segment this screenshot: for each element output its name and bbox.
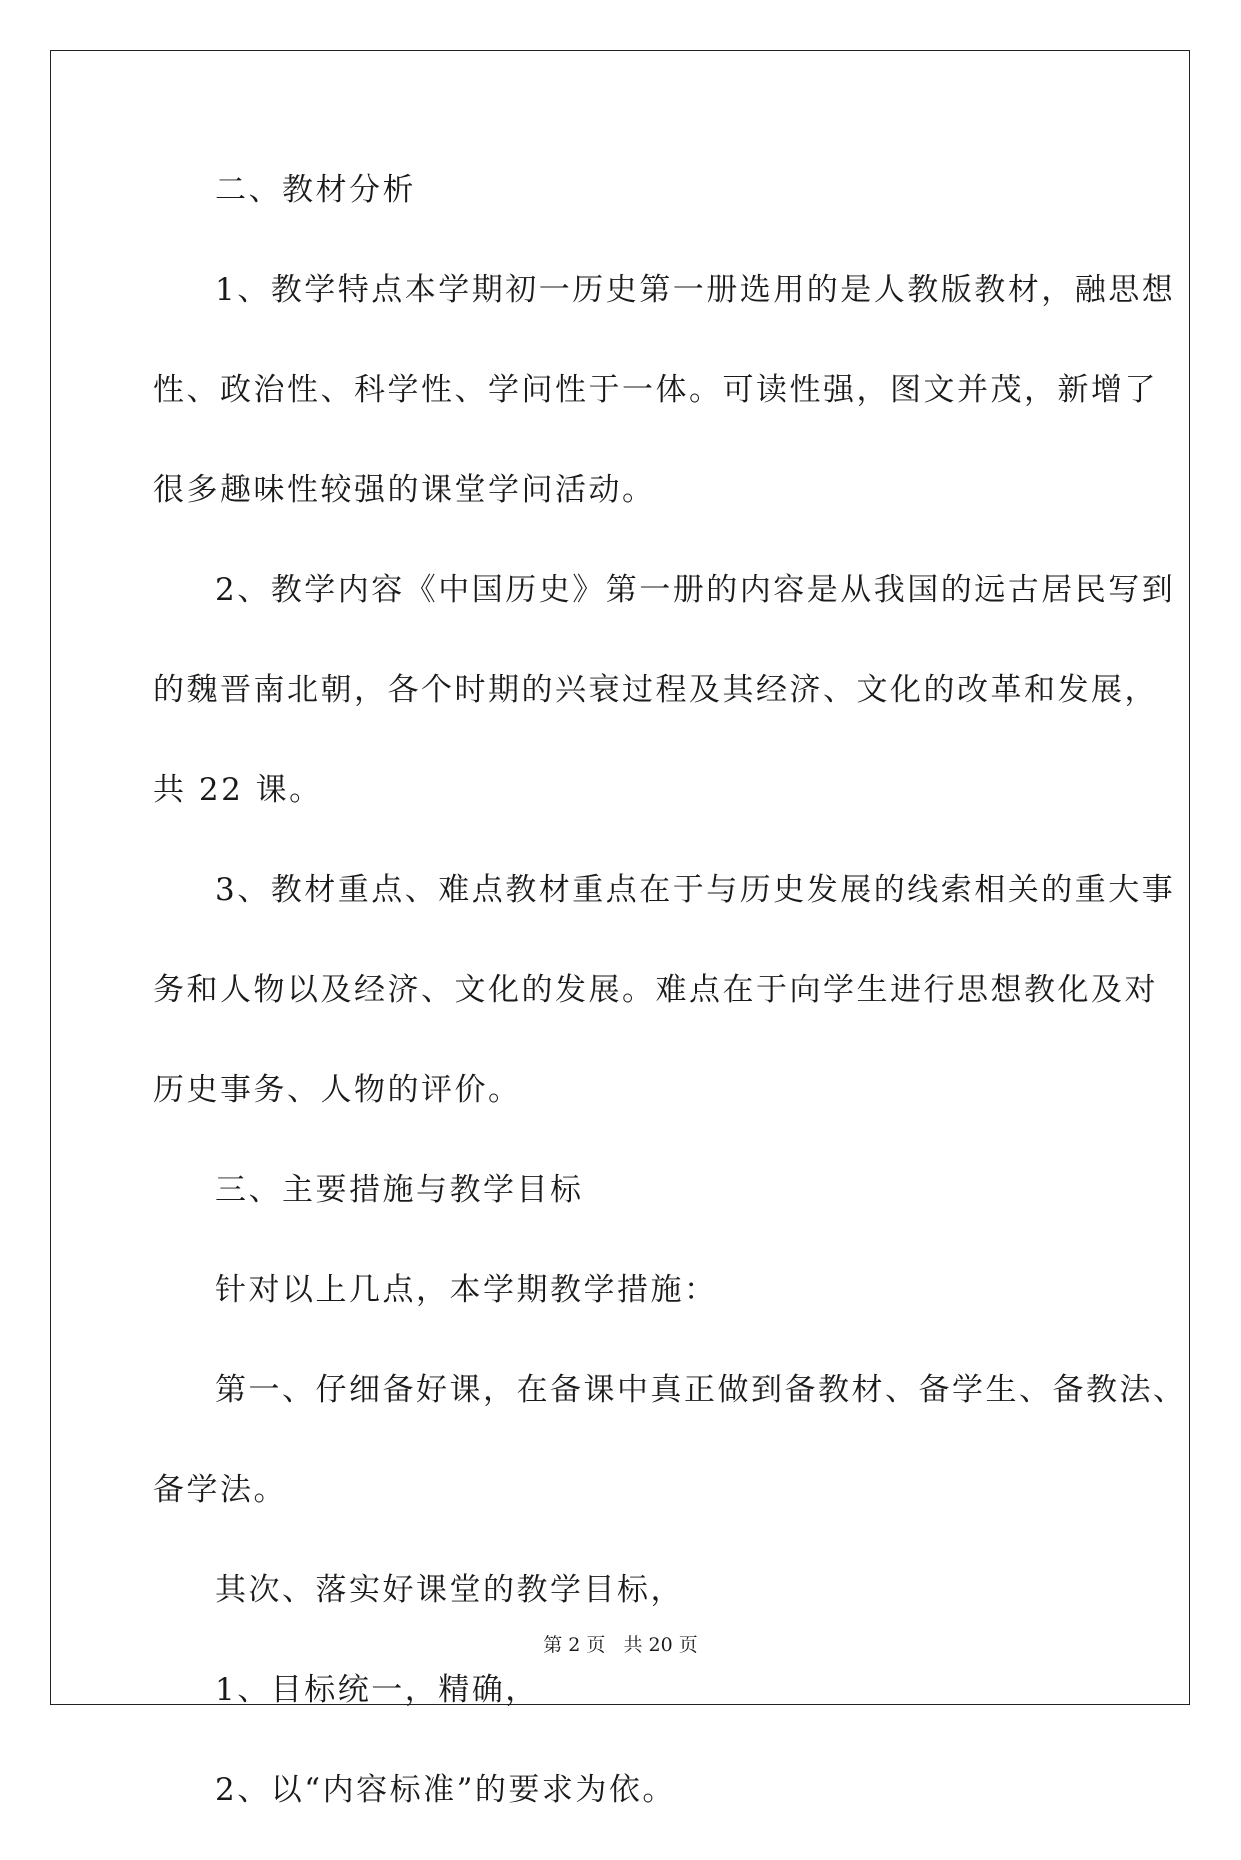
paragraph-line: 备学法。 [153, 1472, 287, 1508]
page-footer [0, 1630, 1241, 1657]
paragraph-line: 历史事务、人物的评价。 [153, 1072, 522, 1108]
paragraph-line: 第一、仔细备好课，在备课中真正做到备教材、备学生、备教法、 [215, 1372, 1187, 1408]
paragraph-line: 务和人物以及经济、文化的发展。难点在于向学生进行思想教化及对 [153, 972, 1158, 1008]
paragraph-line: 3、教材重点、难点教材重点在于与历史发展的线索相关的重大事 [215, 872, 1176, 908]
heading-measures-and-goals: 三、主要措施与教学目标 [215, 1172, 584, 1208]
paragraph-line: 针对以上几点，本学期教学措施： [215, 1272, 718, 1308]
list-item: 1、目标统一，精确， [215, 1672, 539, 1708]
paragraph-line: 共 22 课。 [153, 772, 323, 808]
total-pages: 共 20 页 [623, 1634, 698, 1656]
current-page-number: 第 2 页 [543, 1634, 606, 1656]
paragraph-line: 其次、落实好课堂的教学目标， [215, 1572, 684, 1608]
document-body [153, 160, 1187, 1860]
paragraph-line: 的魏晋南北朝，各个时期的兴衰过程及其经济、文化的改革和发展， [153, 672, 1158, 708]
paragraph-line: 2、教学内容《中国历史》第一册的内容是从我国的远古居民写到 [215, 572, 1176, 608]
paragraph-line: 1、教学特点本学期初一历史第一册选用的是人教版教材，融思想 [215, 272, 1176, 308]
paragraph-line: 性、政治性、科学性、学问性于一体。可读性强，图文并茂，新增了 [153, 372, 1158, 408]
paragraph-line: 很多趣味性较强的课堂学问活动。 [153, 472, 656, 508]
heading-textbook-analysis: 二、教材分析 [215, 172, 416, 208]
list-item: 2、以“内容标准”的要求为依。 [215, 1772, 676, 1808]
